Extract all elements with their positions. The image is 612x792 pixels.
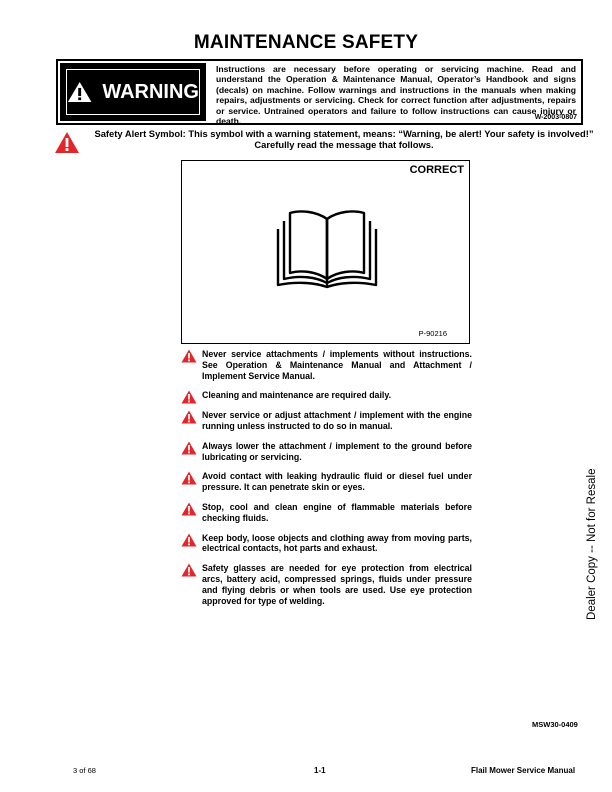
safety-alert-triangle-icon bbox=[181, 349, 197, 363]
page-number: 1-1 bbox=[314, 766, 326, 775]
list-item bbox=[180, 441, 472, 463]
list-item-text: Never service or adjust attachment / implement with the engine running unless instructed to do so in manual. bbox=[202, 410, 472, 431]
warning-word: WARNING bbox=[102, 80, 199, 103]
warning-label-inner bbox=[66, 69, 200, 115]
list-item bbox=[180, 502, 472, 524]
document-code: MSW30-0409 bbox=[532, 720, 578, 729]
list-item-text: Avoid contact with leaking hydraulic fluid or diesel fuel under pressure. It can penetrate skin or eyes. bbox=[202, 471, 472, 493]
safety-alert-triangle-icon bbox=[181, 502, 197, 516]
list-item bbox=[180, 349, 472, 381]
safety-alert-triangle-icon bbox=[181, 390, 197, 404]
safety-alert-text: Safety Alert Symbol: This symbol with a warning statement, means: “Warning, be alert! Your safety is involved!” Carefully read the message that follows. bbox=[94, 128, 594, 150]
list-item bbox=[180, 563, 472, 606]
correct-figure bbox=[181, 160, 470, 344]
list-item bbox=[180, 390, 472, 401]
page-count: 3 of 68 bbox=[73, 766, 96, 775]
list-item-text: Cleaning and maintenance are required daily. bbox=[202, 390, 392, 401]
list-item bbox=[180, 533, 472, 555]
list-item-text: Stop, cool and clean engine of flammable materials before checking fluids. bbox=[202, 501, 472, 523]
figure-id: P-90216 bbox=[418, 329, 447, 338]
list-item bbox=[180, 471, 472, 493]
list-item-text: Safety glasses are needed for eye protection from electrical arcs, battery acid, compressed springs, fluids under pressure and flying debris or when tools are used. Use eye protection approved for type of welding. bbox=[202, 563, 472, 606]
list-item-text: Keep body, loose objects and clothing away from moving parts, electrical contacts, hot parts and exhaust. bbox=[202, 532, 472, 554]
safety-alert-triangle-icon bbox=[54, 131, 80, 154]
safety-bullet-list bbox=[180, 349, 472, 615]
safety-alert-triangle-icon bbox=[181, 441, 197, 455]
manual-title: Flail Mower Service Manual bbox=[471, 766, 576, 775]
figure-caption: CORRECT bbox=[409, 164, 464, 176]
safety-alert-triangle-icon bbox=[181, 471, 197, 485]
warning-triangle-icon bbox=[67, 80, 92, 104]
warning-text: Instructions are necessary before operating or servicing machine. Read and understand the Operation & Maintenance Manual, Operator’s Handbook and signs (decals) on machine. Follow warnings and instructions in the manuals when making repairs, adjustments or servicing. Check for correct function after adjustments, repairs or service. Untrained operators and failure to follow instructions can cause injury or death. bbox=[216, 64, 576, 127]
page-title: MAINTENANCE SAFETY bbox=[193, 32, 419, 53]
list-item bbox=[180, 410, 472, 432]
open-book-icon bbox=[274, 207, 380, 289]
safety-alert-triangle-icon bbox=[181, 533, 197, 547]
dealer-copy-note: Dealer Copy -- Not for Resale bbox=[586, 468, 598, 620]
warning-label bbox=[60, 63, 206, 121]
warning-code: W-2003-0807 bbox=[534, 114, 577, 121]
safety-alert-triangle-icon bbox=[181, 410, 197, 424]
safety-alert-triangle-icon bbox=[181, 563, 197, 577]
list-item-text: Never service attachments / implements without instructions. See Operation & Maintenance Manual and Attachment / Implement Service Manual. bbox=[202, 349, 472, 381]
list-item-text: Always lower the attachment / implement to the ground before lubricating or servicing. bbox=[202, 440, 472, 462]
warning-box bbox=[56, 59, 583, 125]
